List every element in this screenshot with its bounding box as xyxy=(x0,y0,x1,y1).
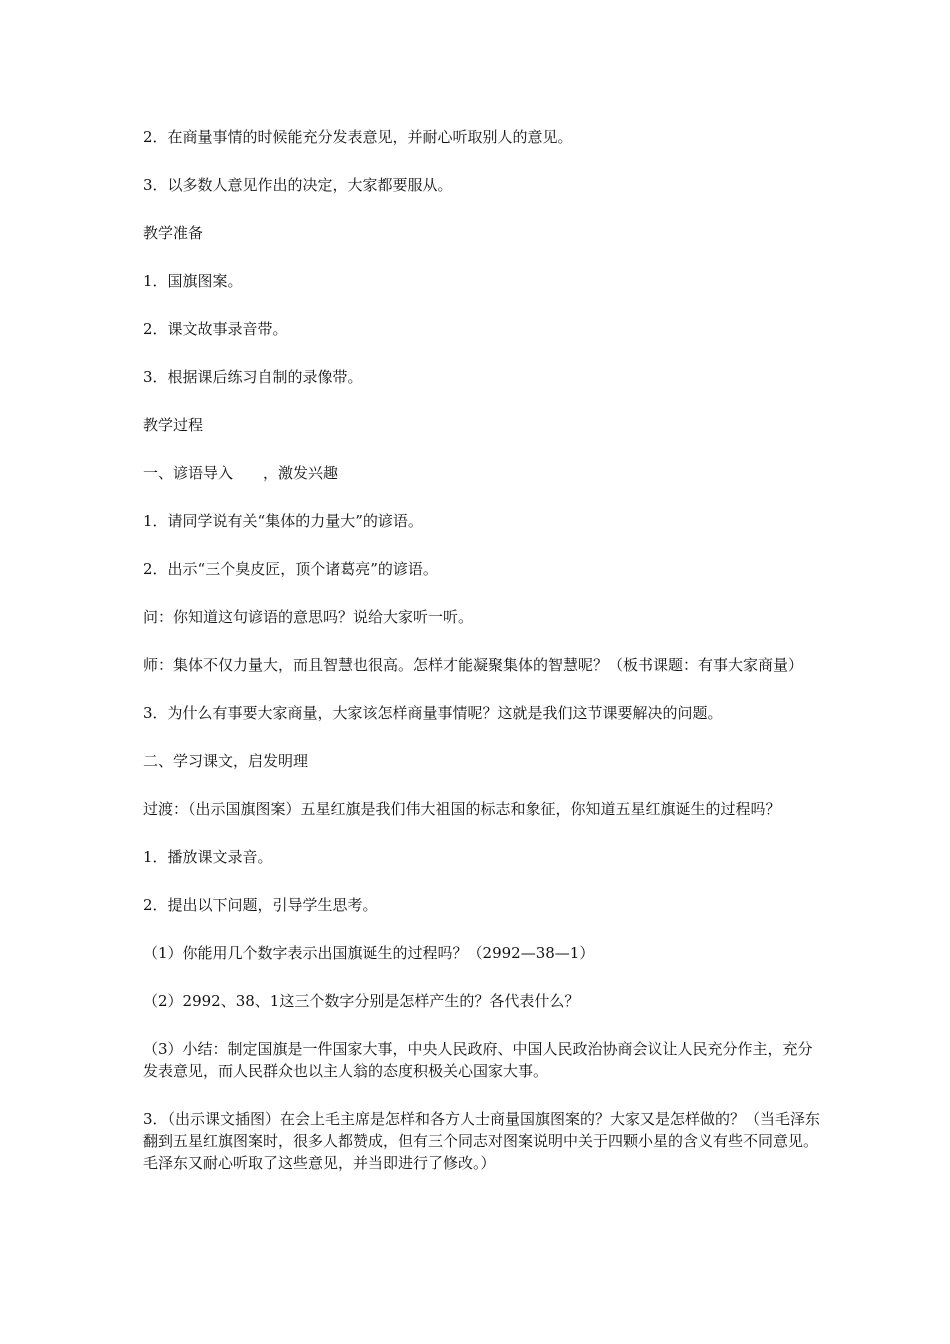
step-2-item-2: 2．提出以下问题，引导学生思考。 xyxy=(143,896,378,914)
preparation-item-2: 2．课文故事录音带。 xyxy=(143,320,288,338)
step-1-item-2: 2．出示“三个臭皮匠，顶个诸葛亮”的谚语。 xyxy=(143,560,438,578)
transition-text: 过渡：（出示国旗图案）五星红旗是我们伟大祖国的标志和象征，你知道五星红旗诞生的过程吗？ xyxy=(143,800,781,818)
document-body xyxy=(143,126,823,1200)
sub-question-1: （1）你能用几个数字表示出国旗诞生的过程吗？（2992—38—1） xyxy=(143,944,595,962)
objective-3: 3．以多数人意见作出的决定，大家都要服从。 xyxy=(143,176,453,194)
preparation-item-1: 1．国旗图案。 xyxy=(143,272,243,290)
sub-question-2: （2）2992、38、1这三个数字分别是怎样产生的？各代表什么？ xyxy=(143,992,580,1010)
section-heading-preparation: 教学准备 xyxy=(143,224,204,242)
step-heading-1: 一、谚语导入 ，激发兴趣 xyxy=(143,464,339,482)
teacher-text: 师：集体不仅力量大，而且智慧也很高。怎样才能凝聚集体的智慧呢？（板书课题：有事大家商量） xyxy=(143,656,804,674)
preparation-item-3: 3．根据课后练习自制的录像带。 xyxy=(143,368,363,386)
sub-summary-3: （3）小结：制定国旗是一件国家大事，中央人民政府、中国人民政治协商会议让人民充分作主，充分发表意见，而人民群众也以主人翁的态度积极关心国家大事。 xyxy=(143,1040,813,1080)
objective-2: 2．在商量事情的时候能充分发表意见，并耐心听取别人的意见。 xyxy=(143,128,573,146)
step-2-item-1: 1．播放课文录音。 xyxy=(143,848,273,866)
step-1-item-1: 1．请同学说有关“集体的力量大”的谚语。 xyxy=(143,512,423,530)
section-heading-process: 教学过程 xyxy=(143,416,204,434)
question-text: 问：你知道这句谚语的意思吗？说给大家听一听。 xyxy=(143,608,474,626)
step-heading-2: 二、学习课文，启发明理 xyxy=(143,752,309,770)
step-1-item-3: 3．为什么有事要大家商量，大家该怎样商量事情呢？这就是我们这节课要解决的问题。 xyxy=(143,704,723,722)
step-2-item-3: 3．（出示课文插图）在会上毛主席是怎样和各方人士商量国旗图案的？大家又是怎样做的？（当毛泽东翻到五星红旗图案时，很多人都赞成，但有三个同志对图案说明中关于四颗小星的含义有些不同意见。毛泽东又耐心听取了这些意见，并当即进行了修改。） xyxy=(143,1110,821,1172)
